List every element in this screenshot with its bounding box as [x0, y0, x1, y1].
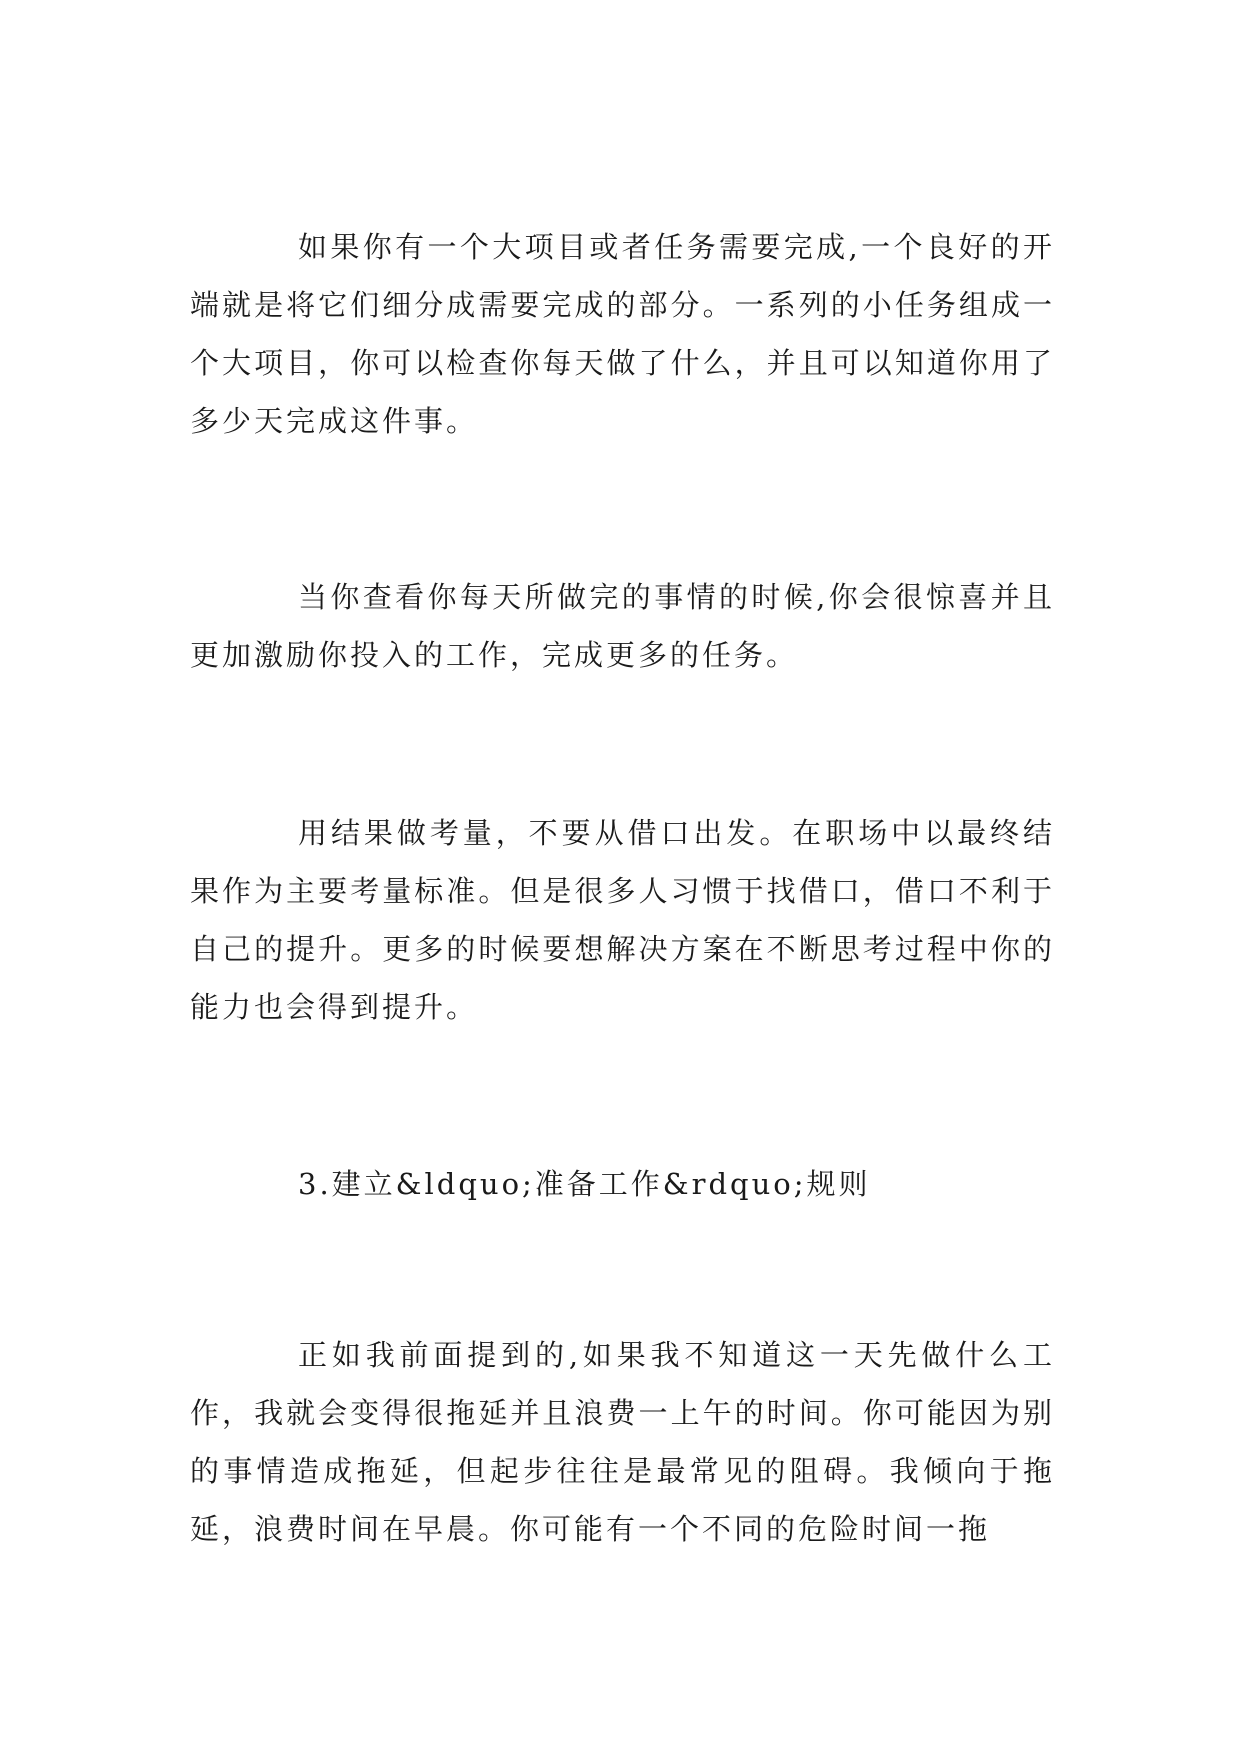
paragraph-results-not-excuses: 用结果做考量，不要从借口出发。在职场中以最终结果作为主要考量标准。但是很多人习惯于找借口，借口不利于自己的提升。更多的时候要想解决方案在不断思考过程中你的能力也会得到提升。	[190, 816, 1055, 1024]
paragraph-task-breakdown: 如果你有一个大项目或者任务需要完成,一个良好的开端就是将它们细分成需要完成的部分。一系列的小任务组成一个大项目，你可以检查你每天做了什么，并且可以知道你用了多少天完成这件事。	[190, 230, 1055, 438]
section-heading-preparation-rule: 3.建立&ldquo;准备工作&rdquo;规则	[298, 1167, 871, 1201]
paragraph-motivation: 当你查看你每天所做完的事情的时候,你会很惊喜并且更加激励你投入的工作，完成更多的任务。	[190, 580, 1055, 672]
paragraph-procrastination: 正如我前面提到的,如果我不知道这一天先做什么工作，我就会变得很拖延并且浪费一上午的时间。你可能因为别的事情造成拖延，但起步往往是最常见的阻碍。我倾向于拖延，浪费时间在早晨。你可能有一个不同的危险时间一拖	[190, 1338, 1055, 1546]
